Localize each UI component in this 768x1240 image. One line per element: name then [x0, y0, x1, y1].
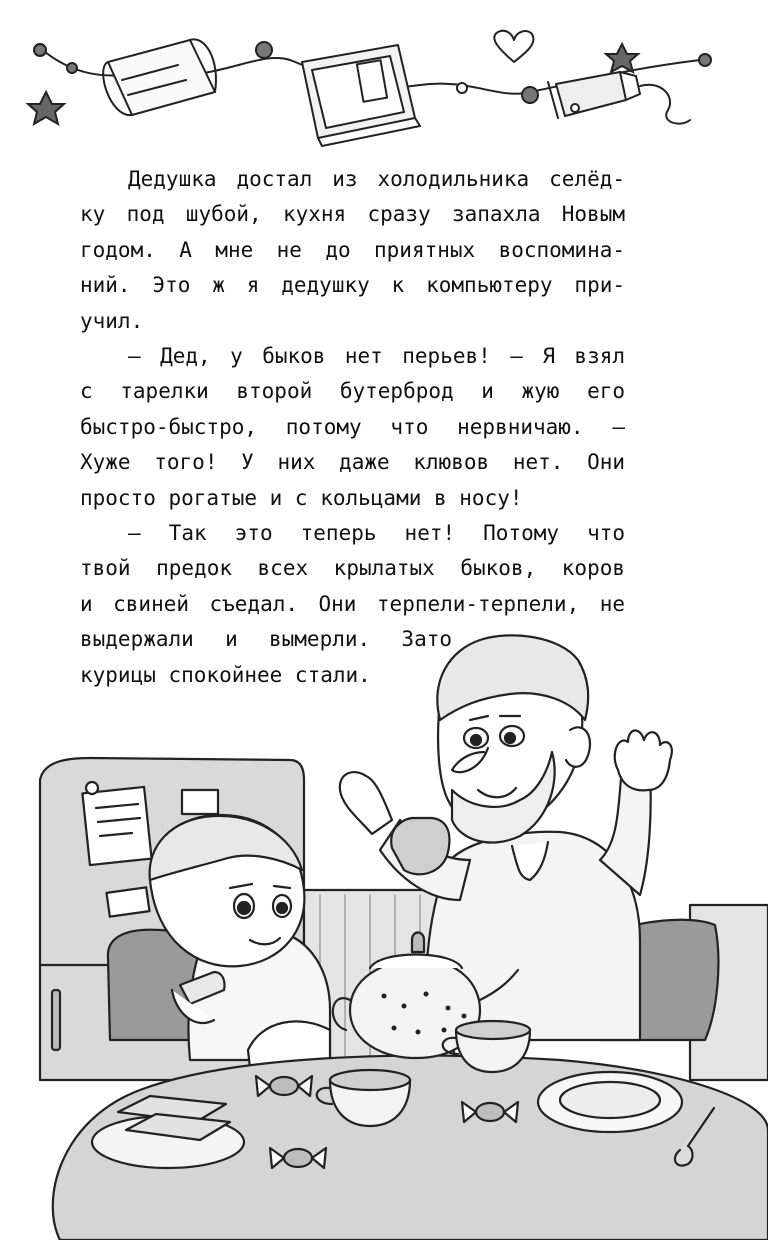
bead-icon — [571, 104, 579, 112]
text-line: твой предок всех крылатых быков, коров — [80, 556, 625, 581]
bead-icon — [256, 42, 272, 58]
header-ornament — [0, 0, 768, 150]
text-line: ку под шубой, кухня сразу запахла Новым — [80, 202, 625, 227]
text-line: — Дед, у быков нет перьев! — Я взял — [128, 344, 625, 369]
text-line: просто рогатые и с кольцами в носу! — [80, 485, 523, 510]
bead-icon — [522, 87, 538, 103]
text-line: годом. А мне не до приятных воспомина- — [80, 237, 625, 262]
text-line: учил. — [80, 308, 144, 333]
heart-icon — [494, 31, 533, 62]
paragraph — [80, 162, 625, 339]
text-line: быстро-быстро, потому что нервничаю. — — [80, 414, 625, 439]
bead-icon — [67, 63, 77, 73]
text-line: курицы спокойнее стали. — [80, 662, 371, 687]
text-line: Хуже того! У них даже клювов нет. Они — [80, 450, 625, 475]
text-line: выдержали и вымерли. Зато — [80, 627, 452, 652]
bead-icon — [457, 83, 467, 93]
book-icon — [302, 45, 420, 146]
text-line: и свиней съедал. Они терпели-терпели, не — [80, 591, 625, 616]
text-line: ний. Это ж я дедушку к компьютеру при- — [80, 273, 625, 298]
text-line: с тарелки второй бутерброд и жую его — [80, 379, 625, 404]
paragraph — [80, 339, 625, 516]
toothpaste-icon — [548, 72, 690, 124]
text-line: Дедушка достал из холодильника селёд- — [128, 167, 625, 191]
text-line: — Так это теперь нет! Потому что — [128, 521, 625, 546]
kitchen-illustration — [0, 600, 768, 1240]
star-icon — [28, 92, 64, 124]
star-icon — [606, 44, 638, 72]
scroll-icon — [103, 39, 216, 115]
bead-icon — [34, 44, 46, 56]
bead-icon — [699, 54, 711, 66]
